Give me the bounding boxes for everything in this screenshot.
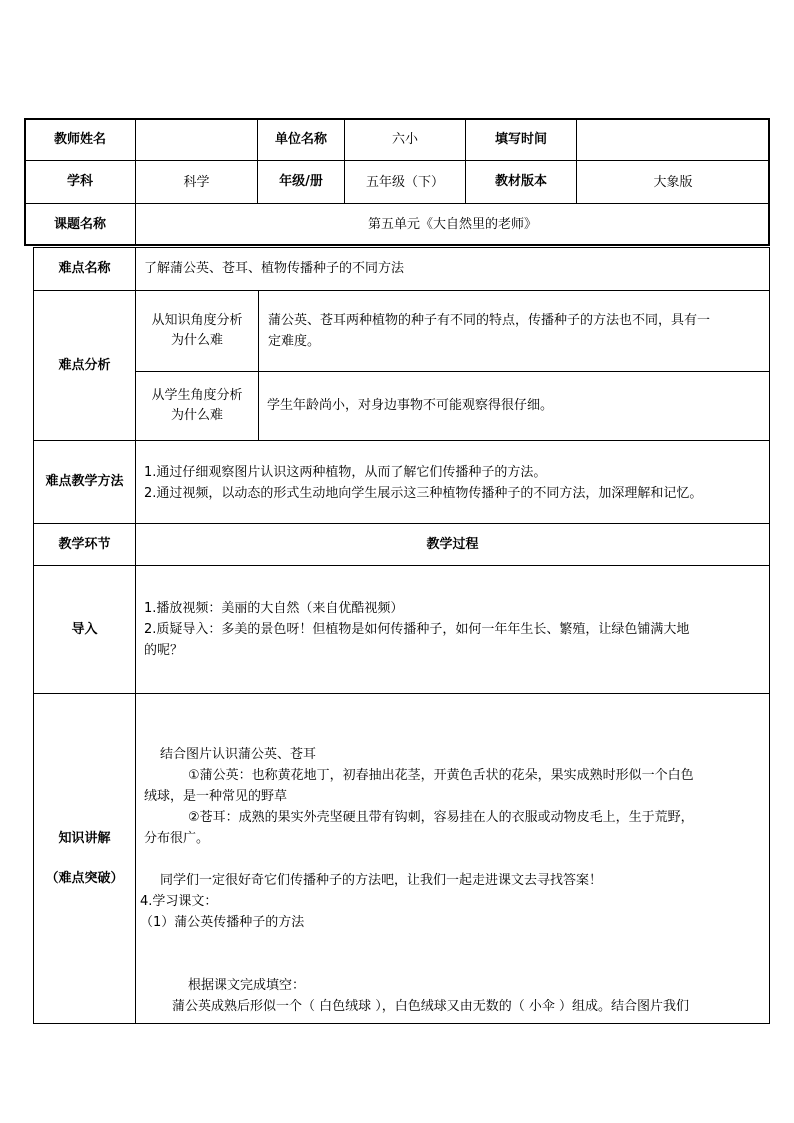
unit-name-label: 单位名称: [257, 118, 345, 161]
teaching-method-line-2: 2.通过视频，以动态的形式生动地向学生展示这三种植物传播种子的不同方法，加深理解和记忆。: [144, 486, 703, 501]
difficulty-analysis-label: 难点分析: [33, 290, 136, 441]
teacher-name-value: [135, 118, 258, 161]
grade-label: 年级/册: [257, 160, 345, 204]
unit-name-value: 六小: [344, 118, 466, 161]
teacher-name-label: 教师姓名: [24, 118, 136, 161]
teaching-method-text: [135, 440, 770, 524]
knowledge-angle-label-line-2: 为什么难: [170, 333, 223, 348]
edition-label: 教材版本: [465, 160, 577, 204]
fill-time-label: 填写时间: [465, 118, 577, 161]
intro-label: 导入: [33, 565, 136, 694]
grade-value: 五年级（下）: [344, 160, 466, 204]
knowledge-line-6: 同学们一定很好奇它们传播种子的方法吧，让我们一起走进课文去寻找答案！: [160, 873, 603, 888]
subject-value: 科学: [135, 160, 258, 204]
knowledge-label-title: 知识讲解: [58, 830, 111, 846]
knowledge-angle-text-line-2: 定难度。: [268, 334, 321, 349]
student-angle-label-line-1: 从学生角度分析: [151, 388, 243, 403]
student-angle-label-line-2: 为什么难: [170, 408, 223, 423]
intro-text: [135, 565, 770, 694]
student-angle-text: 学生年龄尚小，对身边事物不可能观察得很仔细。: [258, 371, 770, 441]
knowledge-line-10: 蒲公英成熟后形似一个（ 白色绒球 ），白色绒球又由无数的（ 小伞 ）组成。结合图片我们: [172, 999, 690, 1014]
knowledge-line-3: 绒球，是一种常见的野草: [144, 789, 288, 804]
difficulty-name-label: 难点名称: [33, 247, 136, 291]
knowledge-line-2: ①蒲公英：也称黄花地丁，初春抽出花茎，开黄色舌状的花朵，果实成熟时形似一个白色: [188, 768, 694, 783]
difficulty-name-value: 了解蒲公英、苍耳、植物传播种子的不同方法: [135, 247, 770, 291]
intro-line-3: 的呢？: [144, 643, 184, 658]
teaching-process-header: 教学过程: [135, 523, 770, 566]
teaching-stage-header: 教学环节: [33, 523, 136, 566]
knowledge-angle-text: [258, 290, 770, 372]
intro-line-2: 2.质疑导入：多美的景色呀！但植物是如何传播种子，如何一年年生长、繁殖，让绿色铺满大地: [144, 622, 690, 637]
knowledge-line-4: ②苍耳：成熟的果实外壳坚硬且带有钩刺，容易挂在人的衣服或动物皮毛上，生于荒野，: [188, 810, 694, 825]
knowledge-line-5: 分布很广。: [144, 831, 210, 846]
fill-time-value: [576, 118, 770, 161]
knowledge-angle-label-line-1: 从知识角度分析: [151, 313, 243, 328]
intro-line-1: 1.播放视频：美丽的大自然（来自优酷视频）: [144, 601, 404, 616]
knowledge-text: [135, 693, 770, 1024]
knowledge-angle-text-line-1: 蒲公英、苍耳两种植物的种子有不同的特点，传播种子的方法也不同，具有一: [268, 313, 711, 328]
knowledge-line-1: 结合图片认识蒲公英、苍耳: [160, 747, 317, 762]
knowledge-spacer-1: [144, 849, 769, 870]
teaching-method-line-1: 1.通过仔细观察图片认识这两种植物，从而了解它们传播种子的方法。: [144, 465, 547, 480]
knowledge-label: [33, 693, 136, 1024]
topic-value: 第五单元《大自然里的老师》: [135, 203, 770, 246]
knowledge-line-8: （1）蒲公英传播种子的方法: [140, 915, 305, 930]
knowledge-label-subtitle: （难点突破）: [45, 870, 124, 886]
knowledge-line-7: 4.学习课文：: [140, 894, 218, 909]
teaching-method-label: 难点教学方法: [33, 440, 136, 524]
student-angle-label: [135, 371, 259, 441]
knowledge-line-9: 根据课文完成填空：: [188, 978, 306, 993]
knowledge-angle-label: [135, 290, 259, 372]
topic-label: 课题名称: [24, 203, 136, 246]
knowledge-spacer-2: [144, 933, 769, 975]
edition-value: 大象版: [576, 160, 770, 204]
subject-label: 学科: [24, 160, 136, 204]
